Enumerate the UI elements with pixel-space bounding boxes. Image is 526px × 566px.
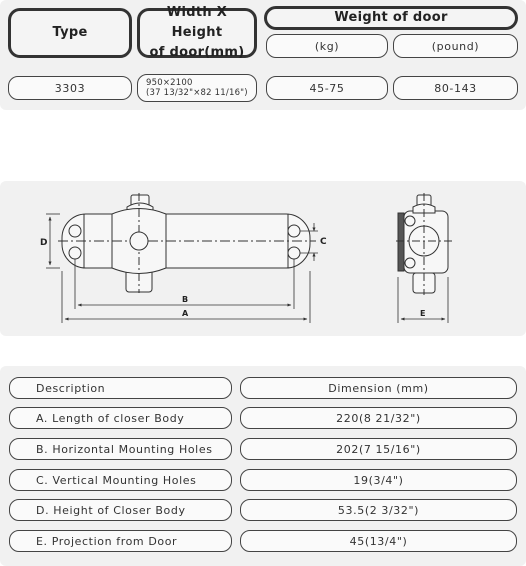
kg-header-label: (kg): [314, 39, 340, 53]
type-header-label: Type: [52, 25, 88, 40]
label-a: A: [182, 309, 189, 318]
dimension-header-label: Dimension (mm): [328, 381, 429, 395]
mount-hole: [288, 225, 300, 237]
size-header-line2: of door(mm): [149, 45, 245, 60]
description-cell: [9, 530, 232, 552]
dimension-panel: [0, 366, 526, 566]
description-cell: [9, 407, 232, 429]
pound-header-label: (pound): [431, 39, 480, 53]
label-c: C: [320, 237, 327, 247]
spindle-circle: [130, 232, 148, 250]
description-label: D. Height of Closer Body: [36, 503, 186, 517]
type-value: [8, 76, 132, 100]
type-header: [8, 8, 132, 58]
size-in-label: (37 13/32"×82 11/16"): [146, 88, 248, 98]
size-header-line1: Width X Height: [166, 5, 228, 40]
front-view: [58, 193, 316, 293]
pound-header: [393, 34, 518, 58]
mount-hole: [288, 247, 300, 259]
door-closer-drawing: [0, 181, 526, 336]
description-header: [9, 377, 232, 399]
description-label: E. Projection from Door: [36, 534, 178, 548]
side-view: [396, 193, 452, 295]
kg-header: [266, 34, 388, 58]
dimension-cell: [240, 407, 517, 429]
weight-header: [264, 6, 518, 30]
description-label: A. Length of closer Body: [36, 411, 185, 425]
dimension-label: 45(13/4"): [349, 534, 408, 548]
pound-value: [393, 76, 518, 100]
dimension-cell: [240, 499, 517, 521]
dimension-label: 53.5(2 3/32"): [337, 503, 420, 517]
label-e: E: [420, 309, 426, 318]
dimension-label: 220(8 21/32"): [336, 411, 421, 425]
label-d: D: [40, 238, 48, 248]
dimension-cell: [240, 438, 517, 460]
kg-value: [266, 76, 388, 100]
spec-panel: [0, 0, 526, 110]
dimension-cell: [240, 469, 517, 491]
type-value-label: 3303: [54, 81, 86, 95]
description-header-label: Description: [36, 381, 106, 395]
description-label: C. Vertical Mounting Holes: [36, 473, 197, 487]
description-cell: [9, 469, 232, 491]
mount-hole: [69, 247, 81, 259]
size-mm-label: 950×2100: [146, 78, 193, 88]
description-label: B. Horizontal Mounting Holes: [36, 442, 213, 456]
drawing-panel: [0, 181, 526, 336]
kg-value-label: 45-75: [309, 81, 345, 95]
label-b: B: [182, 295, 189, 304]
dimension-label: 202(7 15/16"): [336, 442, 421, 456]
weight-header-label: Weight of door: [334, 10, 448, 25]
description-cell: [9, 499, 232, 521]
mount-hole: [69, 225, 81, 237]
description-cell: [9, 438, 232, 460]
size-header: [137, 5, 257, 60]
dimension-label: 19(3/4"): [353, 473, 404, 487]
dimension-header: [240, 377, 517, 399]
mounting-plate: [398, 213, 404, 271]
pound-value-label: 80-143: [434, 81, 477, 95]
dimension-cell: [240, 530, 517, 552]
size-value: [137, 74, 257, 102]
